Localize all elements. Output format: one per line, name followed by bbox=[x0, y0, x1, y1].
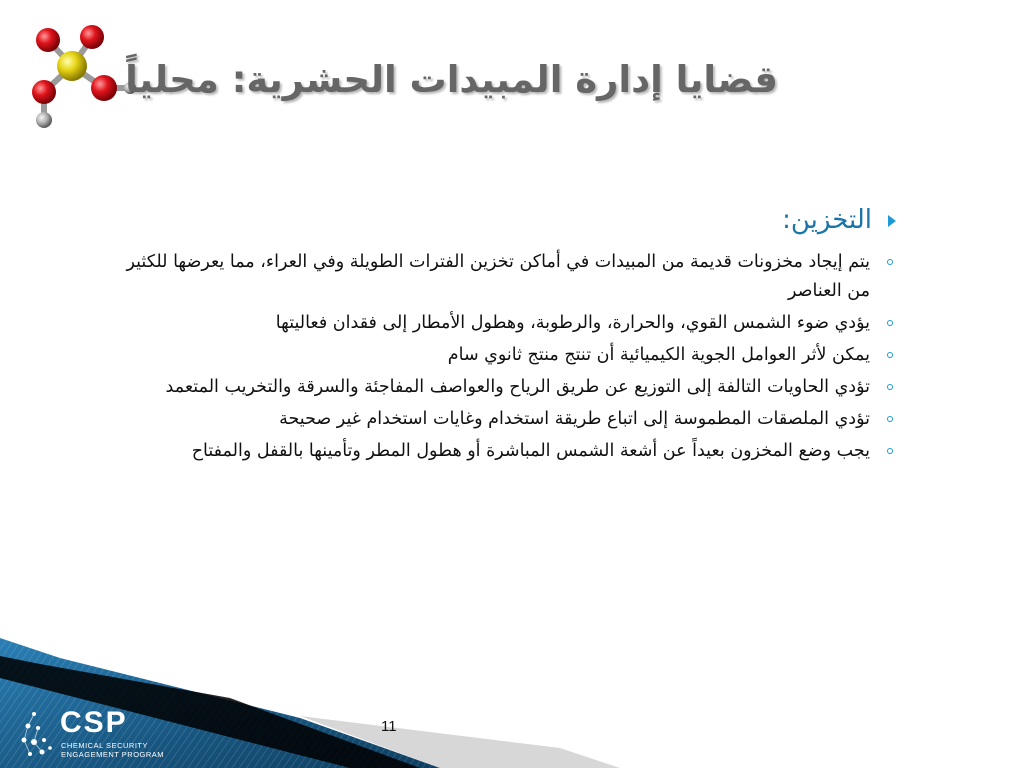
slide-title: قضايا إدارة المبيدات الحشرية: محلياً bbox=[125, 58, 778, 101]
circle-bullet-icon bbox=[887, 352, 893, 358]
logo-subtitle-line2: ENGAGEMENT PROGRAM bbox=[61, 750, 165, 759]
list-item-text: يؤدي ضوء الشمس القوي، والحرارة، والرطوبة، وهطول الأمطار إلى فقدان فعاليتها bbox=[275, 313, 870, 333]
list-item bbox=[100, 309, 900, 338]
list-item bbox=[100, 341, 900, 370]
circle-bullet-icon bbox=[887, 384, 893, 390]
list-item-text: يتم إيجاد مخزونات قديمة من المبيدات في أماكن تخزين الفترات الطويلة وفي العراء، مما يعرضها للكثير من العناصر bbox=[126, 252, 870, 301]
slide-content bbox=[100, 200, 900, 469]
page-number: 11 bbox=[381, 718, 397, 735]
list-item bbox=[100, 405, 900, 434]
list-item-text: يجب وضع المخزون بعيداً عن أشعة الشمس المباشرة أو هطول المطر وتأمينها بالقفل والمفتاح bbox=[191, 441, 870, 461]
logo-subtitle-line1: CHEMICAL SECURITY bbox=[61, 741, 148, 750]
heading-item bbox=[100, 200, 900, 240]
logo-subtitle bbox=[61, 741, 164, 759]
logo-name: CSP bbox=[60, 706, 128, 739]
circle-bullet-icon bbox=[887, 448, 893, 454]
list-item-text: تؤدي الحاويات التالفة إلى التوزيع عن طريق الرياح والعواصف المفاجئة والسرقة والتخريب المتعمد bbox=[165, 377, 870, 397]
list-item-text: يمكن لأثر العوامل الجوية الكيميائية أن تنتج منتج ثانوي سام bbox=[447, 345, 870, 365]
circle-bullet-icon bbox=[887, 259, 893, 265]
bullet-list bbox=[100, 248, 900, 466]
section-heading: التخزين: bbox=[782, 205, 872, 235]
circle-bullet-icon bbox=[887, 320, 893, 326]
triangle-bullet-icon bbox=[888, 215, 896, 227]
list-item-text: تؤدي الملصقات المطموسة إلى اتباع طريقة استخدام وغايات استخدام غير صحيحة bbox=[279, 409, 870, 429]
list-item bbox=[100, 373, 900, 402]
list-item bbox=[100, 248, 900, 306]
circle-bullet-icon bbox=[887, 416, 893, 422]
list-item bbox=[100, 437, 900, 466]
molecule-icon bbox=[22, 20, 142, 135]
